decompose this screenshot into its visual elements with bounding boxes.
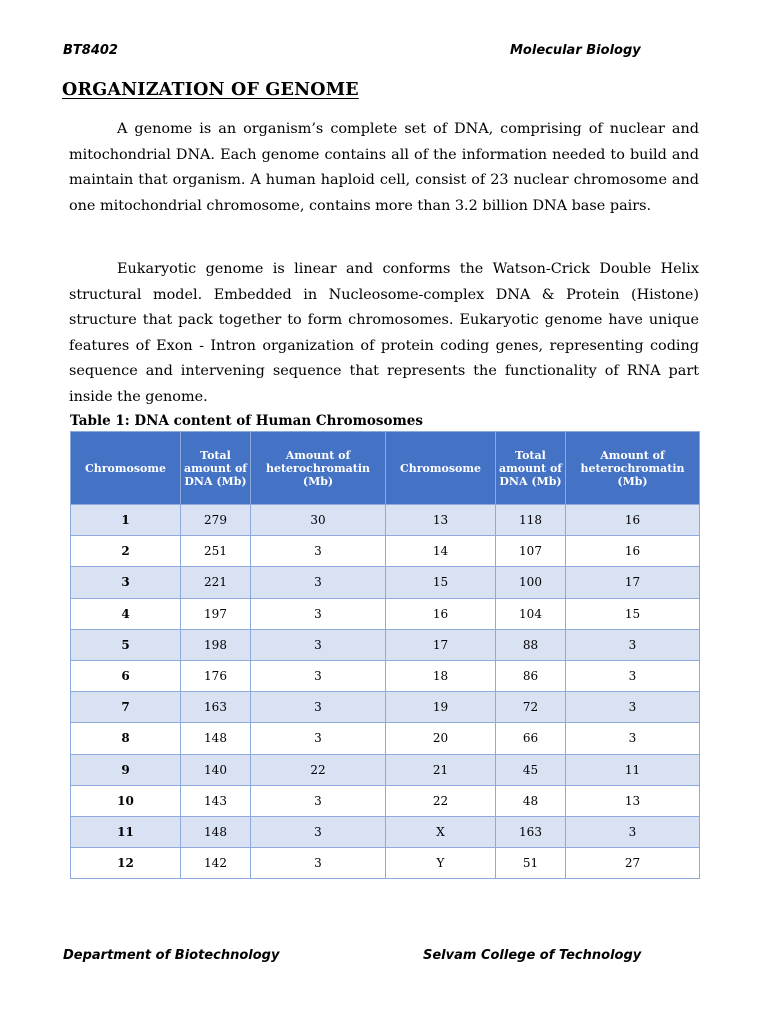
table-cell: 21 — [386, 754, 496, 785]
table-cell: 3 — [566, 723, 700, 754]
table-row — [71, 692, 700, 723]
table-cell: 13 — [386, 505, 496, 536]
table-cell: 12 — [71, 848, 181, 879]
table-cell: 140 — [181, 754, 251, 785]
table-cell: 118 — [496, 505, 566, 536]
table-cell: 3 — [251, 723, 386, 754]
table-cell: 19 — [386, 692, 496, 723]
table-row — [71, 785, 700, 816]
table-cell: 48 — [496, 785, 566, 816]
table-cell: 45 — [496, 754, 566, 785]
table-cell: 5 — [71, 629, 181, 660]
header-chromosome: Chromosome — [71, 432, 181, 505]
table-cell: 51 — [496, 848, 566, 879]
table-cell: 8 — [71, 723, 181, 754]
table-cell: 143 — [181, 785, 251, 816]
table-cell: 9 — [71, 754, 181, 785]
table-cell: 3 — [251, 598, 386, 629]
table-cell: 163 — [496, 816, 566, 847]
footer-department: Department of Biotechnology — [63, 948, 280, 963]
table-cell: 17 — [386, 629, 496, 660]
table-cell: 3 — [251, 629, 386, 660]
table-row — [71, 629, 700, 660]
table-row — [71, 660, 700, 691]
table-cell: 20 — [386, 723, 496, 754]
table-cell: 16 — [566, 505, 700, 536]
header-heterochromatin: Amount of heterochromatin (Mb) — [251, 432, 386, 505]
table-cell: 66 — [496, 723, 566, 754]
table-cell: 6 — [71, 660, 181, 691]
table-cell: 3 — [251, 536, 386, 567]
table-cell: 3 — [71, 567, 181, 598]
intro-paragraph: A genome is an organism’s complete set of DNA, comprising of nuclear and mitochondrial DNA. Each genome contains all of the information needed to build and maintain that organism. A human haploid cell, consist of 23 nuclear chromosome and one mitochondrial chromosome, contains more than 3.2 billion DNA base pairs. — [69, 121, 699, 214]
table-cell: 86 — [496, 660, 566, 691]
table-cell: 16 — [566, 536, 700, 567]
table-body — [71, 505, 700, 879]
table-cell: 107 — [496, 536, 566, 567]
table-cell: 17 — [566, 567, 700, 598]
table-cell: 100 — [496, 567, 566, 598]
table-cell: 148 — [181, 723, 251, 754]
table-cell: 18 — [386, 660, 496, 691]
table-caption: Table 1: DNA content of Human Chromosomes — [70, 413, 423, 429]
table-row — [71, 754, 700, 785]
table-cell: 3 — [566, 816, 700, 847]
table-cell: 3 — [251, 660, 386, 691]
table-cell: 198 — [181, 629, 251, 660]
table-row — [71, 816, 700, 847]
table-cell: 30 — [251, 505, 386, 536]
table-row — [71, 505, 700, 536]
table-cell: 197 — [181, 598, 251, 629]
table-cell: 3 — [251, 848, 386, 879]
header-chromosome-2: Chromosome — [386, 432, 496, 505]
table-cell: 16 — [386, 598, 496, 629]
table-cell: 251 — [181, 536, 251, 567]
table-cell: 3 — [566, 629, 700, 660]
table-row — [71, 848, 700, 879]
dna-content-table — [70, 431, 700, 879]
table-cell: 88 — [496, 629, 566, 660]
table-row — [71, 567, 700, 598]
table-cell: 3 — [251, 692, 386, 723]
table-cell: 148 — [181, 816, 251, 847]
course-code: BT8402 — [63, 43, 118, 58]
table-cell: 15 — [386, 567, 496, 598]
table-cell: 15 — [566, 598, 700, 629]
table-cell: 7 — [71, 692, 181, 723]
table-cell: 3 — [251, 567, 386, 598]
table-cell: 22 — [251, 754, 386, 785]
table-row — [71, 598, 700, 629]
table-cell: 27 — [566, 848, 700, 879]
table-cell: 221 — [181, 567, 251, 598]
table-cell: 3 — [566, 692, 700, 723]
table-cell: 1 — [71, 505, 181, 536]
table-cell: Y — [386, 848, 496, 879]
table-cell: 14 — [386, 536, 496, 567]
header-total-dna-2: Total amount of DNA (Mb) — [496, 432, 566, 505]
table-cell: 279 — [181, 505, 251, 536]
table-cell: 13 — [566, 785, 700, 816]
table-cell: 4 — [71, 598, 181, 629]
table-cell: 104 — [496, 598, 566, 629]
table-cell: 3 — [566, 660, 700, 691]
table-header-row — [71, 432, 700, 505]
table-row — [71, 536, 700, 567]
footer-college: Selvam College of Technology — [423, 948, 642, 963]
eukaryotic-paragraph: Eukaryotic genome is linear and conforms the Watson-Crick Double Helix structural model. Embedded in Nucleosome-complex DNA & Protein (Histone) structure that pack together to form chromosomes. Eukaryotic genome have unique features of Exon - Intron organization of protein coding genes, representing coding sequence and intervening sequence that represents the functionality of RNA part inside the genome. — [69, 261, 699, 405]
subject-name: Molecular Biology — [510, 43, 641, 58]
table-cell: 3 — [251, 816, 386, 847]
table-cell: 176 — [181, 660, 251, 691]
table-cell: 11 — [71, 816, 181, 847]
table-cell: 163 — [181, 692, 251, 723]
page-title: ORGANIZATION OF GENOME — [62, 80, 359, 100]
table-cell: 142 — [181, 848, 251, 879]
table-cell: 2 — [71, 536, 181, 567]
table-cell: X — [386, 816, 496, 847]
header-heterochromatin-2: Amount of heterochromatin (Mb) — [566, 432, 700, 505]
table-cell: 72 — [496, 692, 566, 723]
table-cell: 22 — [386, 785, 496, 816]
table-row — [71, 723, 700, 754]
table-cell: 3 — [251, 785, 386, 816]
header-total-dna: Total amount of DNA (Mb) — [181, 432, 251, 505]
table-cell: 11 — [566, 754, 700, 785]
table-cell: 10 — [71, 785, 181, 816]
